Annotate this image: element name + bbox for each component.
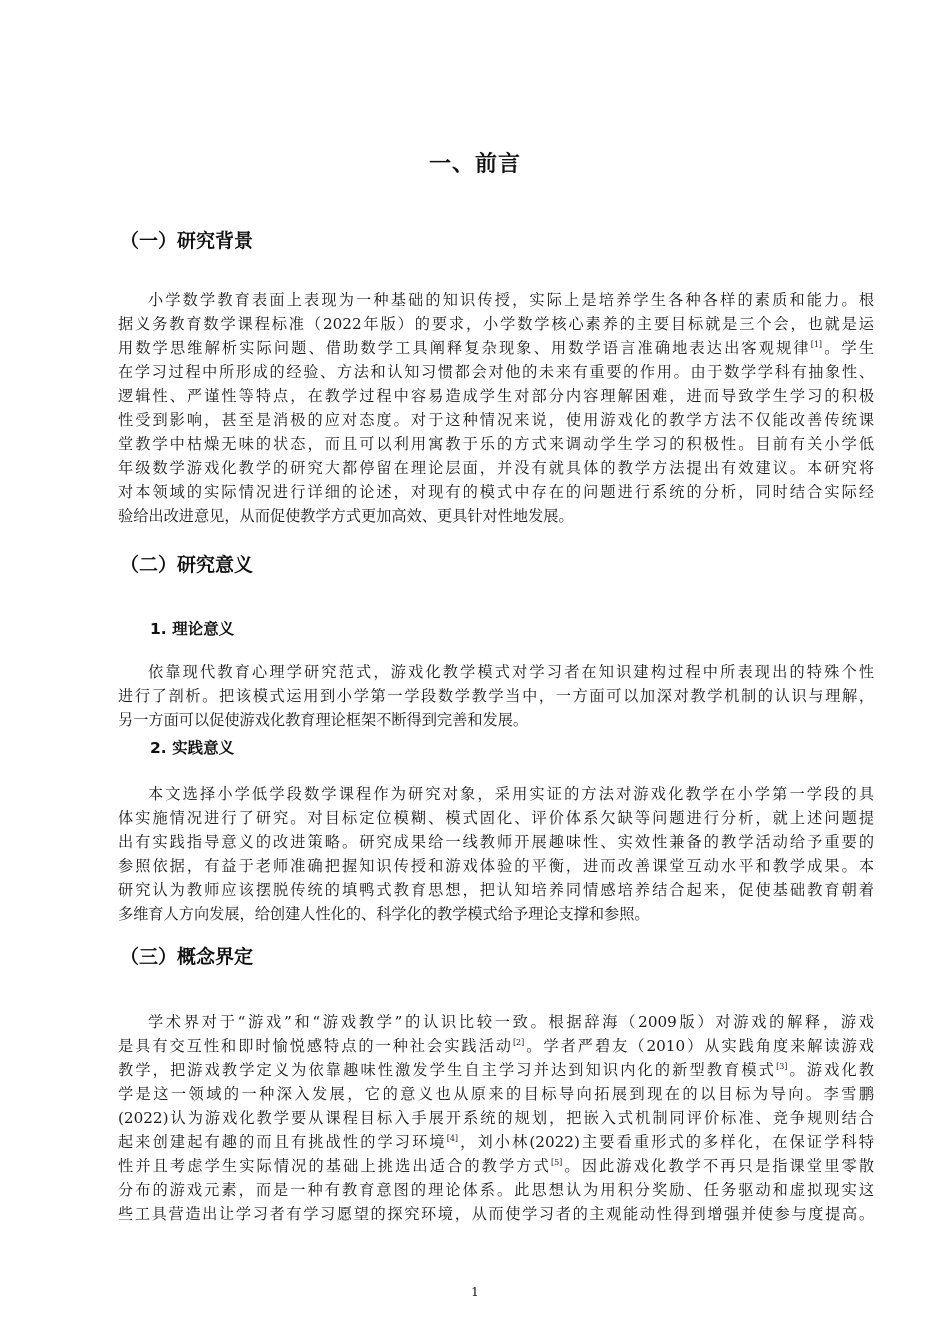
text-line — [118, 1058, 874, 1082]
text-segment: 性并且考虑学生实际情况的基础上挑选出适合的教学方式 — [118, 1157, 551, 1175]
section-heading-significance: （二）研究意义 — [120, 554, 254, 576]
text-line — [118, 336, 874, 360]
text-segment: ，刘小林(2022)主要看重形式的多样化，在保证学科特 — [458, 1133, 874, 1151]
text-line: 些工具营造出让学习者有学习愿望的探究环境，从而使学习者的主观能动性得到增强并使参与度提高。 — [118, 1205, 874, 1223]
text-segment: 教学，把游戏教学定义为依靠趣味性激发学生自主学习并达到知识内化的新型教育模式 — [118, 1061, 777, 1079]
citation-ref: [2] — [512, 1038, 525, 1047]
text-segment: 是具有交互性和即时愉悦感特点的一种社会实践活动 — [118, 1037, 513, 1055]
text-line: 出有实践指导意义的改进策略。研究成果给一线教师开展趣味性、实效性兼备的教学活动给予重要的 — [118, 833, 874, 851]
text-line: (2022)认为游戏化教学要从课程目标入手展开系统的规划，把嵌入式机制同评价标准、竞争规则结合 — [118, 1109, 874, 1127]
text-line: 学是这一领域的一种深入发展，它的意义也从原来的目标导向拓展到现在的以目标为导向。李雪鹏 — [118, 1085, 874, 1103]
text-line: 堂教学中枯燥无味的状态，而且可以利用寓教于乐的方式来调动学生学习的积极性。目前有关小学低 — [118, 435, 874, 453]
text-line — [118, 1130, 874, 1154]
text-segment: 。学者严碧友（2010）从实践角度来解读游戏 — [524, 1037, 874, 1055]
subsection-heading-theory: 1. 理论意义 — [150, 620, 235, 638]
text-segment: 。因此游戏化教学不再只是指课堂里零散 — [562, 1157, 875, 1175]
text-line: 体实施情况进行了研究。对目标定位模糊、模式固化、评价体系欠缺等问题进行分析，就上述问题提 — [118, 809, 874, 827]
text-segment: 。游戏化教 — [787, 1061, 875, 1079]
page-number: 1 — [471, 1285, 479, 1299]
text-line: 另一方面可以促使游戏化教育理论框架不断得到完善和发展。 — [118, 711, 529, 729]
text-line — [118, 1034, 874, 1058]
paragraph-practice — [118, 782, 874, 926]
citation-ref: [1] — [810, 340, 823, 349]
citation-ref: [5] — [550, 1158, 563, 1167]
text-segment: 起来创建起有趣的而且有挑战性的学习环境 — [118, 1133, 447, 1151]
text-line: 年级数学游戏化教学的研究大都停留在理论层面，并没有就具体的教学方法提出有效建议。本研究将 — [118, 459, 874, 477]
citation-ref: [3] — [776, 1062, 788, 1071]
text-line: 进行了剖析。把该模式运用到小学第一学段数学教学当中，一方面可以加深对教学机制的认识与理解， — [118, 687, 874, 705]
paragraph-concept — [118, 1010, 874, 1226]
text-line: 在学习过程中所形成的经验、方法和认知习惯都会对他的未来有重要的作用。由于数学学科有抽象性、 — [118, 363, 874, 381]
paragraph-background — [118, 288, 874, 528]
text-line: 参照依据，有益于老师准确把握知识传授和游戏体验的平衡，进而改善课堂互动水平和教学成果。本 — [118, 857, 874, 875]
subsection-heading-practice: 2. 实践意义 — [150, 739, 235, 757]
text-line: 分布的游戏元素，而是一种有教育意图的理论体系。此思想认为用积分奖励、任务驱动和虚拟现实这 — [118, 1181, 874, 1199]
section-heading-concept: （三）概念界定 — [120, 946, 254, 968]
text-line: 学术界对于“游戏”和“游戏教学”的认识比较一致。根据辞海（2009版）对游戏的解释，游戏 — [148, 1013, 874, 1031]
text-line: 多维育人方向发展，给创建人性化的、科学化的教学模式给予理论支撑和参照。 — [118, 905, 650, 923]
citation-ref: [4] — [446, 1134, 459, 1143]
chapter-title: 一、前言 — [428, 152, 521, 177]
section-heading-background: （一）研究背景 — [120, 230, 254, 252]
text-line: 小学数学教育表面上表现为一种基础的知识传授，实际上是培养学生各种各样的素质和能力。根 — [148, 291, 874, 309]
text-line: 性受到影响，甚至是消极的应对态度。对于这种情况来说，使用游戏化的教学方法不仅能改善传统课 — [118, 411, 874, 429]
text-line: 逻辑性、严谨性等特点，在教学过程中容易造成学生对部分内容理解困难，进而导致学生学习的积极 — [118, 387, 874, 405]
text-segment: 用数学思维解析实际问题、借助数学工具阐释复杂现象、用数学语言准确地表达出客观规律 — [118, 339, 811, 357]
text-line: 研究认为教师应该摆脱传统的填鸭式教育思想，把认知培养同情感培养结合起来，促使基础教育朝着 — [118, 881, 874, 899]
text-line — [118, 1154, 874, 1178]
text-line: 本文选择小学低学段数学课程作为研究对象，采用实证的方法对游戏化教学在小学第一学段的具 — [148, 785, 874, 803]
text-line: 据义务教育数学课程标准（2022年版）的要求，小学数学核心素养的主要目标就是三个会，也就是运 — [118, 315, 874, 333]
text-line: 验给出改进意见，从而促使教学方式更加高效、更具针对性地发展。 — [118, 507, 574, 525]
text-line: 依靠现代教育心理学研究范式，游戏化教学模式对学习者在知识建构过程中所表现出的特殊个性 — [148, 663, 874, 681]
text-segment: 。学生 — [822, 339, 875, 357]
paragraph-theory — [118, 660, 874, 732]
text-line: 对本领域的实际情况进行详细的论述，对现有的模式中存在的问题进行系统的分析，同时结合实际经 — [118, 483, 874, 501]
